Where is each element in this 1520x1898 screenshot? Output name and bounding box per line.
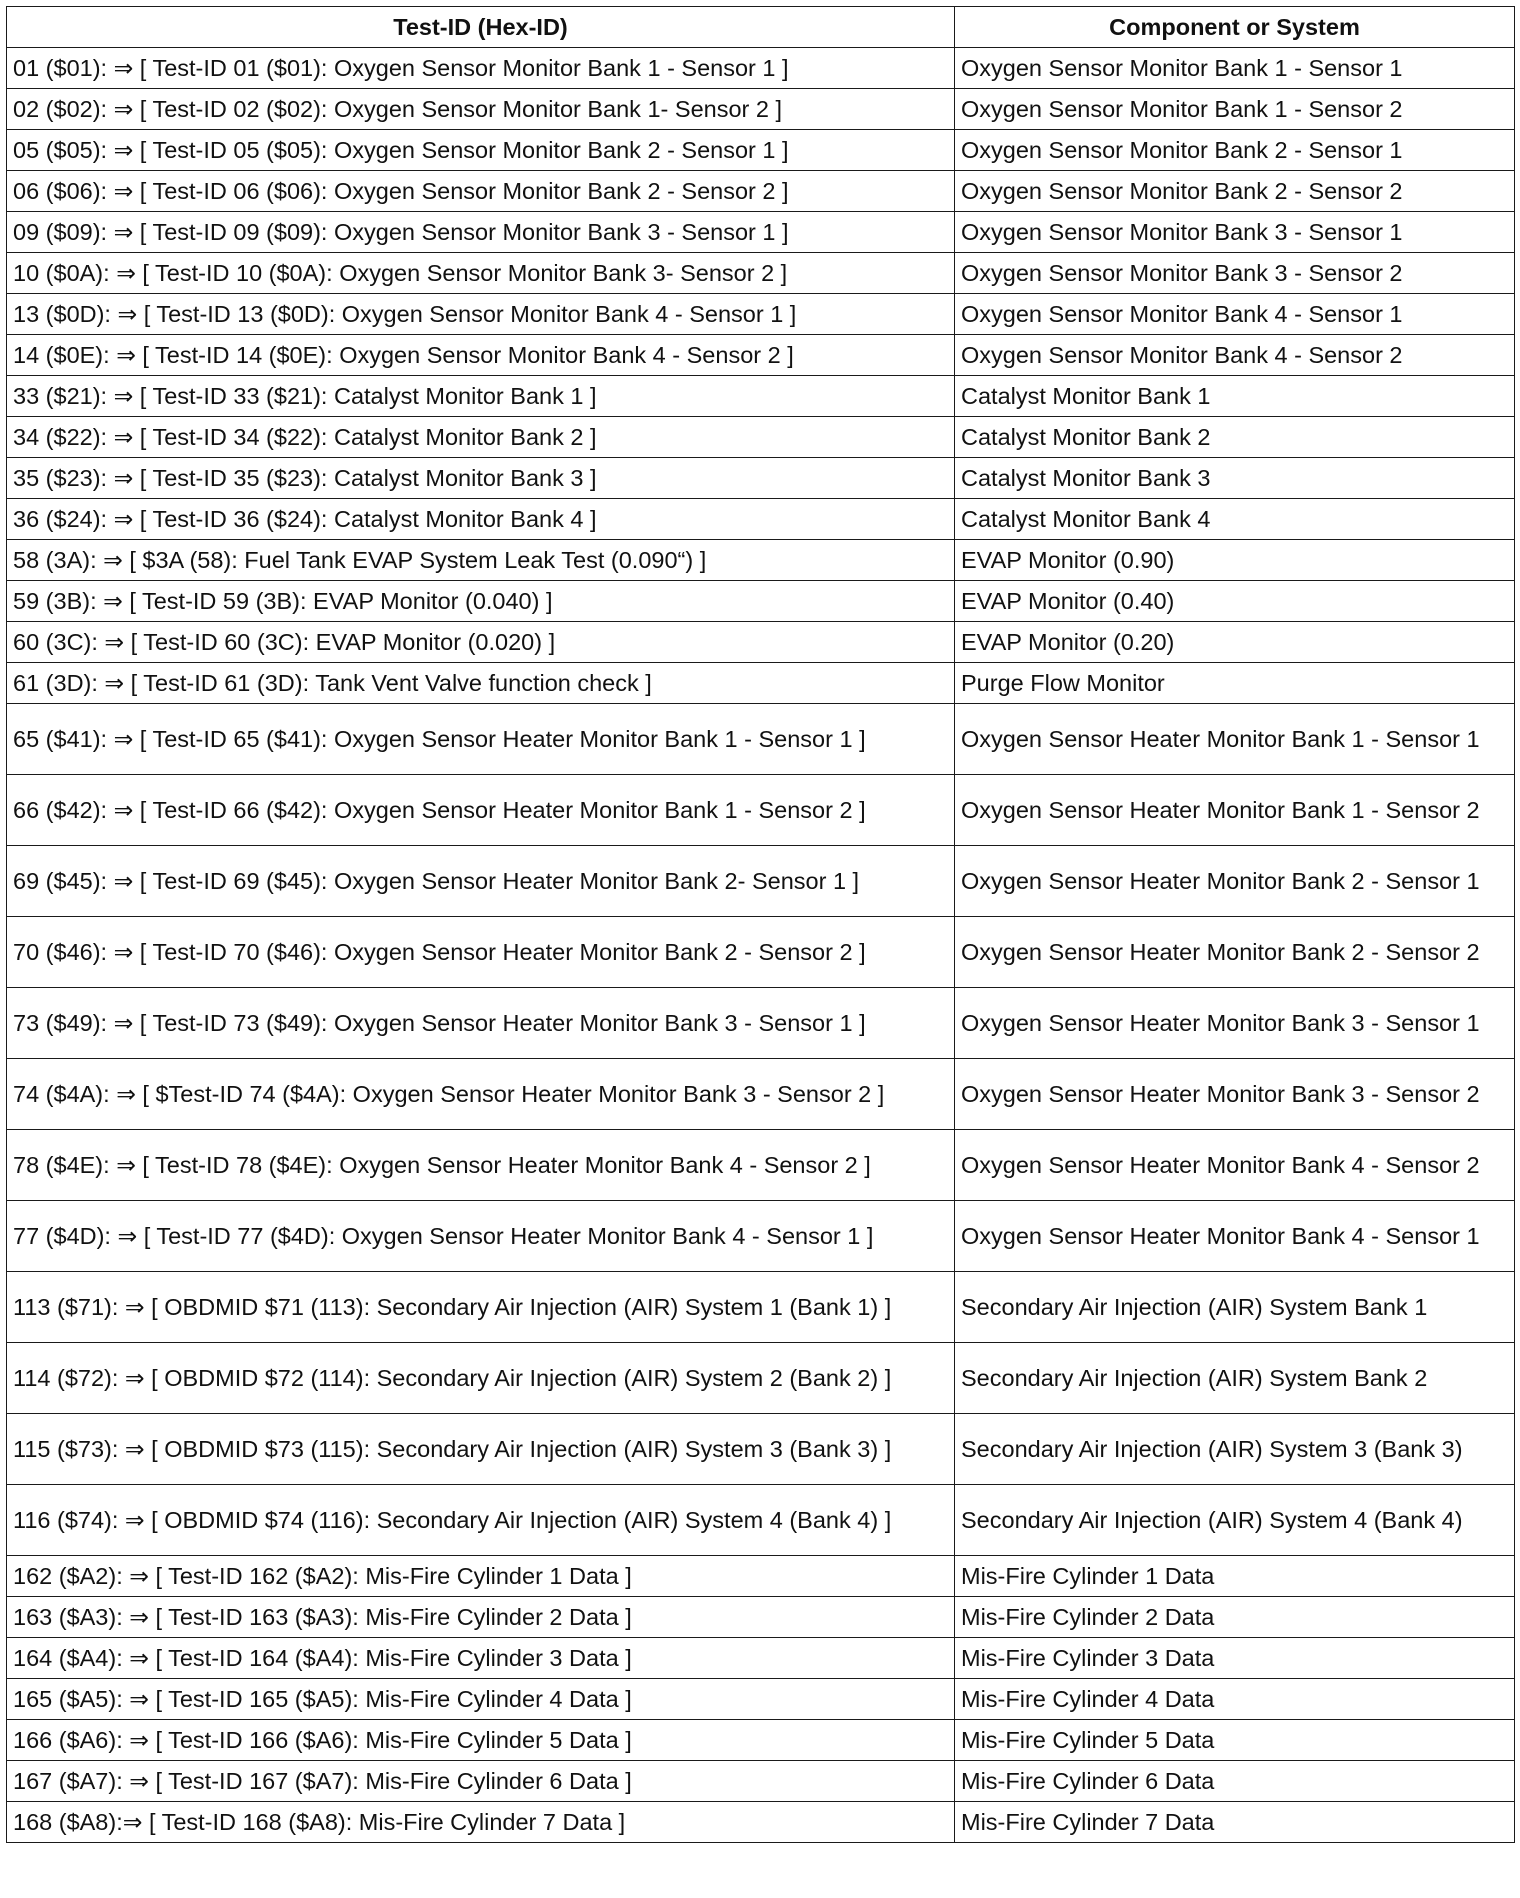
table-row [7, 1414, 1515, 1485]
test-id-cell: 66 ($42): ⇒ [ Test-ID 66 ($42): Oxygen Sensor Heater Monitor Bank 1 - Sensor 2 ] [7, 775, 955, 846]
test-id-cell: 73 ($49): ⇒ [ Test-ID 73 ($49): Oxygen Sensor Heater Monitor Bank 3 - Sensor 1 ] [7, 988, 955, 1059]
test-id-cell: 35 ($23): ⇒ [ Test-ID 35 ($23): Catalyst Monitor Bank 3 ] [7, 458, 955, 499]
table-row [7, 1597, 1515, 1638]
component-cell: Catalyst Monitor Bank 4 [955, 499, 1515, 540]
component-cell: Mis-Fire Cylinder 1 Data [955, 1556, 1515, 1597]
component-cell: Mis-Fire Cylinder 2 Data [955, 1597, 1515, 1638]
table-row [7, 335, 1515, 376]
table-row [7, 1761, 1515, 1802]
component-cell: Oxygen Sensor Monitor Bank 3 - Sensor 1 [955, 212, 1515, 253]
table-row [7, 499, 1515, 540]
table-row [7, 294, 1515, 335]
test-id-cell: 166 ($A6): ⇒ [ Test-ID 166 ($A6): Mis-Fire Cylinder 5 Data ] [7, 1720, 955, 1761]
table-row [7, 540, 1515, 581]
test-id-cell: 14 ($0E): ⇒ [ Test-ID 14 ($0E): Oxygen Sensor Monitor Bank 4 - Sensor 2 ] [7, 335, 955, 376]
test-id-cell: 165 ($A5): ⇒ [ Test-ID 165 ($A5): Mis-Fire Cylinder 4 Data ] [7, 1679, 955, 1720]
table-row [7, 1130, 1515, 1201]
test-id-cell: 58 (3A): ⇒ [ $3A (58): Fuel Tank EVAP System Leak Test (0.090“) ] [7, 540, 955, 581]
component-cell: Purge Flow Monitor [955, 663, 1515, 704]
component-cell: EVAP Monitor (0.40) [955, 581, 1515, 622]
component-cell: Oxygen Sensor Heater Monitor Bank 4 - Sensor 1 [955, 1201, 1515, 1272]
test-id-cell: 34 ($22): ⇒ [ Test-ID 34 ($22): Catalyst Monitor Bank 2 ] [7, 417, 955, 458]
test-id-cell: 33 ($21): ⇒ [ Test-ID 33 ($21): Catalyst Monitor Bank 1 ] [7, 376, 955, 417]
component-cell: Oxygen Sensor Monitor Bank 2 - Sensor 1 [955, 130, 1515, 171]
test-id-cell: 77 ($4D): ⇒ [ Test-ID 77 ($4D): Oxygen Sensor Heater Monitor Bank 4 - Sensor 1 ] [7, 1201, 955, 1272]
table-header-row [7, 7, 1515, 48]
table-row [7, 1272, 1515, 1343]
test-id-cell: 162 ($A2): ⇒ [ Test-ID 162 ($A2): Mis-Fire Cylinder 1 Data ] [7, 1556, 955, 1597]
table-row [7, 212, 1515, 253]
test-id-cell: 115 ($73): ⇒ [ OBDMID $73 (115): Secondary Air Injection (AIR) System 3 (Bank 3) ] [7, 1414, 955, 1485]
table-row [7, 704, 1515, 775]
component-cell: Secondary Air Injection (AIR) System Bank 2 [955, 1343, 1515, 1414]
component-cell: Oxygen Sensor Monitor Bank 3 - Sensor 2 [955, 253, 1515, 294]
component-cell: Oxygen Sensor Monitor Bank 4 - Sensor 1 [955, 294, 1515, 335]
component-cell: Mis-Fire Cylinder 4 Data [955, 1679, 1515, 1720]
test-id-cell: 69 ($45): ⇒ [ Test-ID 69 ($45): Oxygen Sensor Heater Monitor Bank 2- Sensor 1 ] [7, 846, 955, 917]
test-id-cell: 09 ($09): ⇒ [ Test-ID 09 ($09): Oxygen Sensor Monitor Bank 3 - Sensor 1 ] [7, 212, 955, 253]
table-row [7, 1679, 1515, 1720]
test-id-cell: 65 ($41): ⇒ [ Test-ID 65 ($41): Oxygen Sensor Heater Monitor Bank 1 - Sensor 1 ] [7, 704, 955, 775]
component-cell: Oxygen Sensor Monitor Bank 1 - Sensor 1 [955, 48, 1515, 89]
test-id-table [6, 6, 1515, 1843]
table-row [7, 417, 1515, 458]
table-row [7, 1343, 1515, 1414]
component-cell: EVAP Monitor (0.90) [955, 540, 1515, 581]
test-id-cell: 02 ($02): ⇒ [ Test-ID 02 ($02): Oxygen Sensor Monitor Bank 1- Sensor 2 ] [7, 89, 955, 130]
test-id-cell: 78 ($4E): ⇒ [ Test-ID 78 ($4E): Oxygen Sensor Heater Monitor Bank 4 - Sensor 2 ] [7, 1130, 955, 1201]
table-row [7, 1485, 1515, 1556]
component-cell: Oxygen Sensor Heater Monitor Bank 3 - Sensor 2 [955, 1059, 1515, 1130]
table-row [7, 1556, 1515, 1597]
test-id-cell: 59 (3B): ⇒ [ Test-ID 59 (3B): EVAP Monitor (0.040) ] [7, 581, 955, 622]
test-id-cell: 01 ($01): ⇒ [ Test-ID 01 ($01): Oxygen Sensor Monitor Bank 1 - Sensor 1 ] [7, 48, 955, 89]
component-cell: EVAP Monitor (0.20) [955, 622, 1515, 663]
component-cell: Secondary Air Injection (AIR) System Bank 1 [955, 1272, 1515, 1343]
table-row [7, 622, 1515, 663]
test-id-cell: 36 ($24): ⇒ [ Test-ID 36 ($24): Catalyst Monitor Bank 4 ] [7, 499, 955, 540]
table-row [7, 458, 1515, 499]
table-row [7, 917, 1515, 988]
table-row [7, 581, 1515, 622]
component-cell: Oxygen Sensor Monitor Bank 2 - Sensor 2 [955, 171, 1515, 212]
component-cell: Catalyst Monitor Bank 2 [955, 417, 1515, 458]
component-cell: Secondary Air Injection (AIR) System 3 (Bank 3) [955, 1414, 1515, 1485]
component-cell: Catalyst Monitor Bank 1 [955, 376, 1515, 417]
table-row [7, 253, 1515, 294]
table-row [7, 171, 1515, 212]
component-cell: Oxygen Sensor Heater Monitor Bank 1 - Sensor 1 [955, 704, 1515, 775]
test-id-cell: 10 ($0A): ⇒ [ Test-ID 10 ($0A): Oxygen Sensor Monitor Bank 3- Sensor 2 ] [7, 253, 955, 294]
test-id-cell: 163 ($A3): ⇒ [ Test-ID 163 ($A3): Mis-Fire Cylinder 2 Data ] [7, 1597, 955, 1638]
test-id-cell: 164 ($A4): ⇒ [ Test-ID 164 ($A4): Mis-Fire Cylinder 3 Data ] [7, 1638, 955, 1679]
component-cell: Mis-Fire Cylinder 5 Data [955, 1720, 1515, 1761]
component-cell: Oxygen Sensor Heater Monitor Bank 4 - Sensor 2 [955, 1130, 1515, 1201]
component-cell: Oxygen Sensor Heater Monitor Bank 3 - Sensor 1 [955, 988, 1515, 1059]
component-cell: Mis-Fire Cylinder 3 Data [955, 1638, 1515, 1679]
header-component: Component or System [955, 7, 1515, 48]
table-row [7, 663, 1515, 704]
test-id-cell: 114 ($72): ⇒ [ OBDMID $72 (114): Secondary Air Injection (AIR) System 2 (Bank 2) ] [7, 1343, 955, 1414]
component-cell: Oxygen Sensor Monitor Bank 4 - Sensor 2 [955, 335, 1515, 376]
table-row [7, 1201, 1515, 1272]
component-cell: Mis-Fire Cylinder 6 Data [955, 1761, 1515, 1802]
test-id-cell: 61 (3D): ⇒ [ Test-ID 61 (3D): Tank Vent Valve function check ] [7, 663, 955, 704]
table-row [7, 376, 1515, 417]
component-cell: Secondary Air Injection (AIR) System 4 (Bank 4) [955, 1485, 1515, 1556]
test-id-cell: 13 ($0D): ⇒ [ Test-ID 13 ($0D): Oxygen Sensor Monitor Bank 4 - Sensor 1 ] [7, 294, 955, 335]
table-row [7, 1059, 1515, 1130]
table-row [7, 775, 1515, 846]
test-id-cell: 168 ($A8):⇒ [ Test-ID 168 ($A8): Mis-Fire Cylinder 7 Data ] [7, 1802, 955, 1843]
table-row [7, 130, 1515, 171]
component-cell: Mis-Fire Cylinder 7 Data [955, 1802, 1515, 1843]
component-cell: Oxygen Sensor Heater Monitor Bank 2 - Sensor 2 [955, 917, 1515, 988]
test-id-cell: 05 ($05): ⇒ [ Test-ID 05 ($05): Oxygen Sensor Monitor Bank 2 - Sensor 1 ] [7, 130, 955, 171]
component-cell: Oxygen Sensor Monitor Bank 1 - Sensor 2 [955, 89, 1515, 130]
table-row [7, 1802, 1515, 1843]
test-id-cell: 60 (3C): ⇒ [ Test-ID 60 (3C): EVAP Monitor (0.020) ] [7, 622, 955, 663]
component-cell: Oxygen Sensor Heater Monitor Bank 2 - Sensor 1 [955, 846, 1515, 917]
test-id-cell: 113 ($71): ⇒ [ OBDMID $71 (113): Secondary Air Injection (AIR) System 1 (Bank 1) ] [7, 1272, 955, 1343]
table-row [7, 1638, 1515, 1679]
table-row [7, 988, 1515, 1059]
test-id-cell: 06 ($06): ⇒ [ Test-ID 06 ($06): Oxygen Sensor Monitor Bank 2 - Sensor 2 ] [7, 171, 955, 212]
table-row [7, 89, 1515, 130]
table-row [7, 48, 1515, 89]
component-cell: Oxygen Sensor Heater Monitor Bank 1 - Sensor 2 [955, 775, 1515, 846]
component-cell: Catalyst Monitor Bank 3 [955, 458, 1515, 499]
table-row [7, 1720, 1515, 1761]
test-id-cell: 74 ($4A): ⇒ [ $Test-ID 74 ($4A): Oxygen Sensor Heater Monitor Bank 3 - Sensor 2 ] [7, 1059, 955, 1130]
test-id-table-container [6, 6, 1514, 1843]
table-body [7, 48, 1515, 1843]
test-id-cell: 116 ($74): ⇒ [ OBDMID $74 (116): Secondary Air Injection (AIR) System 4 (Bank 4) ] [7, 1485, 955, 1556]
header-test-id: Test-ID (Hex-ID) [7, 7, 955, 48]
test-id-cell: 70 ($46): ⇒ [ Test-ID 70 ($46): Oxygen Sensor Heater Monitor Bank 2 - Sensor 2 ] [7, 917, 955, 988]
test-id-cell: 167 ($A7): ⇒ [ Test-ID 167 ($A7): Mis-Fire Cylinder 6 Data ] [7, 1761, 955, 1802]
table-row [7, 846, 1515, 917]
